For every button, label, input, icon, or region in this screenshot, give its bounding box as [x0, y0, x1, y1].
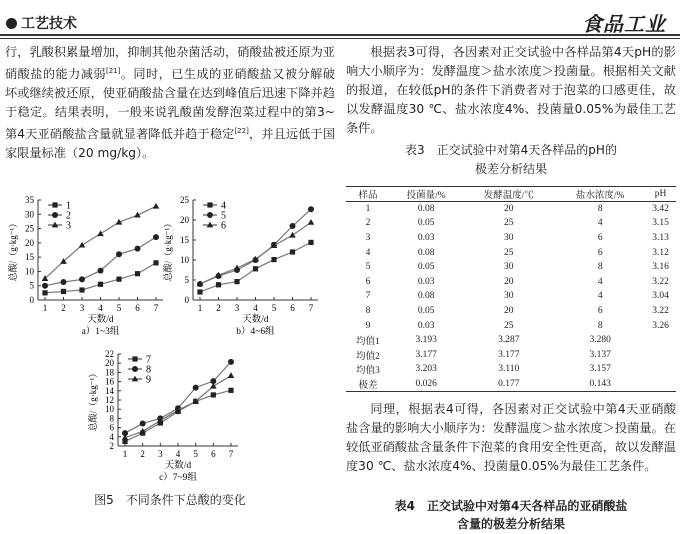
triangle-marker [228, 372, 235, 378]
x-tick-label: 1 [122, 449, 128, 459]
table3-caption: 表3 正交试验中对第4天各样品的pH的 极差分析结果 [405, 143, 617, 176]
table-cell: 3.04 [652, 291, 669, 302]
x-tick-label: 5 [116, 303, 122, 313]
square-marker [216, 282, 221, 287]
table-header: 投菌量/% [406, 191, 446, 201]
table-cell: 6 [597, 247, 603, 258]
y-tick-label: 15 [180, 235, 189, 245]
table-cell: 0.177 [498, 378, 520, 389]
square-marker [52, 202, 57, 207]
table-cell [645, 333, 676, 348]
table-cell: 9 [365, 320, 371, 331]
circle-marker [52, 212, 58, 218]
x-tick-label: 6 [211, 449, 216, 459]
y-tick-label: 12 [105, 395, 114, 405]
x-axis-label: 天数/d [164, 461, 192, 471]
y-tick-label: 10 [180, 255, 189, 265]
legend-label: 5 [221, 210, 226, 222]
y-tick-label: 5 [184, 275, 189, 285]
table-cell: 3.16 [652, 262, 669, 273]
left-paragraph: 行，乳酸积累量增加，抑制其他杂菌活动，硝酸盐被还原为亚硝酸盐的能力减弱[21]。同时，已生成的亚硝酸盐又被分解破坏或继续被还原，使亚硝酸盐含量在达到峰值后迅速下降并趋于稳定。结果表明，一般来说乳酸菌发酵泡菜过程中的第3~第4天亚硝酸盐含量就显著降低并趋于稳定[22]，并且远低于国家限量标准（20 mg/kg）。 [5, 45, 335, 161]
circle-marker [98, 268, 104, 274]
table-cell: 30 [504, 232, 514, 243]
square-marker [271, 257, 276, 262]
table-cell: 3.280 [589, 335, 611, 346]
x-tick-label: 4 [98, 303, 103, 313]
y-tick-label: 20 [105, 358, 114, 369]
legend-label: 2 [66, 210, 71, 222]
table-cell: 3.177 [415, 349, 437, 360]
table-cell: 20 [504, 276, 514, 287]
table-cell: 25 [504, 247, 514, 258]
square-marker [116, 277, 121, 282]
y-tick-label: 10 [25, 266, 34, 277]
x-tick-label: 7 [308, 303, 314, 313]
table4-caption: 表4 正交试验中对第4天各样品的亚硝酸盐 含量的极差分析结果 [394, 499, 628, 531]
square-marker [98, 282, 103, 287]
table-row [346, 260, 676, 275]
y-tick-label: 20 [25, 237, 34, 248]
table-cell: 3.26 [652, 320, 669, 331]
y-tick-label: 14 [105, 385, 114, 396]
square-marker [197, 289, 202, 294]
table-row [346, 231, 676, 246]
circle-marker [290, 223, 296, 229]
table-row [346, 377, 676, 392]
table-cell: 8 [597, 204, 603, 215]
table-cell: 3.15 [652, 218, 669, 229]
table-cell: 3.110 [498, 364, 520, 375]
y-tick-label: 4 [109, 431, 114, 442]
table-row [346, 245, 676, 260]
triangle-marker [210, 383, 217, 389]
table-cell: 30 [504, 262, 514, 273]
circle-marker [132, 366, 138, 372]
circle-marker [140, 420, 146, 426]
chart-1 [7, 195, 163, 337]
triangle-marker [97, 230, 104, 236]
table-cell: 8 [597, 320, 603, 331]
table-cell: 30 [504, 291, 514, 302]
square-marker [135, 271, 140, 276]
y-tick-label: 16 [105, 376, 114, 387]
square-marker [42, 290, 47, 295]
triangle-marker [153, 203, 160, 209]
table-cell: 3 [365, 232, 371, 243]
table-cell: 20 [504, 305, 514, 316]
x-tick-label: 3 [234, 303, 240, 313]
y-axis-label: 总酸/（g·kg⁻¹） [88, 368, 98, 432]
table-row [346, 216, 676, 231]
section-title: 工艺技术 [21, 16, 77, 32]
section-header [6, 13, 77, 33]
table-cell: 均值1 [356, 337, 380, 348]
table-cell: 0.05 [417, 305, 435, 316]
series-line-1 [45, 263, 156, 293]
table-header: pH [654, 189, 667, 199]
table-cell: 4 [597, 276, 603, 287]
table-cell [645, 362, 676, 377]
x-tick-label: 2 [216, 303, 221, 313]
table-header: 样品 [358, 191, 378, 201]
circle-marker [116, 251, 122, 257]
x-tick-label: 1 [42, 303, 48, 313]
y-tick-label: 22 [105, 349, 114, 359]
x-tick-label: 6 [135, 303, 140, 313]
circle-marker [193, 385, 199, 391]
y-tick-label: 0 [184, 295, 189, 305]
table-cell: 7 [365, 291, 371, 302]
x-tick-label: 6 [290, 303, 295, 313]
y-tick-label: 35 [25, 195, 34, 205]
table-row [346, 362, 676, 377]
y-tick-label: 20 [180, 215, 189, 225]
table-cell: 8 [597, 262, 603, 273]
table-cell: 3.157 [589, 364, 611, 375]
table-cell: 3.22 [652, 305, 669, 316]
table-cell: 25 [504, 320, 514, 331]
x-tick-label: 4 [175, 449, 181, 459]
table-header: 盐水浓度/% [575, 191, 625, 201]
table-cell: 3.203 [415, 364, 437, 375]
table-cell: 25 [504, 218, 514, 229]
x-axis-label: 天数/d [87, 315, 114, 325]
table3 [346, 186, 676, 392]
legend-label: 7 [146, 354, 151, 366]
square-marker [290, 249, 295, 254]
legend-label: 9 [146, 374, 151, 386]
y-tick-label: 10 [105, 404, 114, 415]
square-marker [153, 260, 158, 265]
chart-subcaption: c）7~9组 [159, 473, 197, 483]
y-tick-label: 25 [25, 223, 34, 234]
table-row [346, 289, 676, 304]
table-cell: 4 [597, 291, 603, 302]
circle-marker [207, 212, 213, 218]
legend-label: 1 [66, 200, 71, 212]
table-cell: 0.143 [589, 378, 611, 389]
table-cell: 0.05 [417, 262, 435, 273]
circle-marker [308, 206, 314, 212]
x-axis-label: 天数/d [242, 315, 269, 325]
table-cell: 3.12 [652, 247, 669, 258]
circle-marker [61, 279, 67, 285]
bullet-icon [6, 18, 17, 29]
table-cell: 0.03 [417, 320, 435, 331]
table-cell: 20 [504, 204, 514, 215]
table-row [346, 333, 676, 348]
table-cell: 3.137 [589, 349, 611, 360]
table-cell: 6 [597, 305, 603, 316]
table-cell: 6 [597, 232, 603, 243]
circle-marker [79, 276, 85, 282]
y-tick-label: 2 [109, 441, 114, 451]
y-tick-label: 6 [109, 422, 114, 433]
y-axis-label: 总酸/（g·kg⁻¹） [8, 218, 18, 282]
right-paragraph-2: 同理，根据表4可得，各因素对正交试验中第4天亚硝酸盐含量的影响大小顺序为：发酵温度＞盐水浓度＞投菌量。在较低亚硝酸盐含量条件下泡菜的食用安全性更高，故以发酵温度30 ℃、盐水浓度4%、投菌量0.05%为最佳工艺条件。 [346, 402, 676, 473]
table-row [346, 274, 676, 289]
circle-marker [42, 283, 48, 289]
table-cell [645, 347, 676, 362]
table-cell: 3.193 [415, 335, 437, 346]
legend-label: 8 [146, 364, 151, 376]
x-tick-label: 2 [61, 303, 66, 313]
table-cell: 4 [365, 247, 371, 258]
legend-label: 6 [221, 220, 226, 232]
x-tick-label: 7 [228, 449, 234, 459]
table-cell: 0.03 [417, 232, 435, 243]
table-row [346, 347, 676, 362]
table-cell: 2 [365, 218, 371, 229]
table-cell: 5 [365, 262, 371, 273]
table-cell: 3.42 [652, 204, 669, 215]
triangle-marker [289, 232, 296, 238]
journal-logo: 食品工业 [582, 12, 666, 36]
table-header: 发酵温度/℃ [483, 191, 534, 201]
right-paragraph-1: 根据表3可得，各因素对正交试验中各样品第4天pH的影响大小顺序为：发酵温度＞盐水浓度＞投菌量。根据相关文献的报道，在较低pH的条件下消费者对于泡菜的口感更佳，故以发酵温度30 ℃、盐水浓度4%、投菌量0.05%为最佳工艺条件。 [346, 45, 676, 135]
x-tick-label: 2 [140, 449, 145, 459]
square-marker [234, 279, 239, 284]
table-cell: 均值3 [356, 366, 380, 377]
table-row [346, 318, 676, 333]
x-tick-label: 5 [193, 449, 198, 459]
x-tick-label: 7 [153, 303, 159, 313]
table-cell: 4 [597, 218, 603, 229]
table-row [346, 202, 676, 217]
chart-subcaption: a）1~3组 [81, 327, 120, 337]
table-cell: 0.08 [417, 291, 435, 302]
y-tick-label: 8 [109, 413, 114, 424]
square-marker [211, 392, 216, 397]
y-tick-label: 18 [105, 367, 114, 378]
table-cell: 0.08 [417, 247, 435, 258]
table-cell: 0.03 [417, 276, 435, 287]
circle-marker [228, 359, 234, 365]
square-marker [308, 240, 313, 245]
table-row [346, 304, 676, 319]
legend-label: 4 [221, 200, 226, 212]
header-rule-thin [0, 38, 680, 39]
table-cell: 8 [365, 305, 371, 316]
square-marker [228, 388, 233, 393]
x-tick-label: 4 [253, 303, 258, 313]
triangle-marker [79, 242, 86, 248]
x-tick-label: 5 [271, 303, 277, 313]
figure5-caption: 图5 不同条件下总酸的变化 [94, 493, 246, 507]
table-cell: 6 [365, 276, 371, 287]
square-marker [79, 287, 84, 292]
square-marker [253, 266, 258, 271]
table-cell: 0.05 [417, 218, 435, 229]
chart-2 [162, 195, 318, 337]
table-cell: 3.287 [498, 335, 520, 346]
x-tick-label: 3 [79, 303, 85, 313]
legend-label: 3 [66, 220, 71, 232]
y-tick-label: 15 [25, 252, 34, 263]
chart-3 [87, 349, 238, 483]
y-tick-label: 0 [29, 295, 34, 305]
table-cell: 3.13 [652, 232, 669, 243]
header-rule [0, 34, 680, 36]
table-cell: 1 [365, 204, 371, 215]
circle-marker [153, 234, 159, 240]
table-cell: 极差 [358, 380, 378, 391]
square-marker [132, 356, 137, 361]
figure5-charts [0, 190, 340, 490]
y-tick-label: 25 [180, 195, 189, 205]
y-tick-label: 30 [25, 209, 34, 220]
table-cell: 3.177 [498, 349, 520, 360]
series-line-5 [200, 209, 311, 284]
y-axis-label: 总酸/（g·kg⁻¹） [163, 218, 173, 282]
x-tick-label: 1 [197, 303, 203, 313]
table-cell: 均值2 [356, 351, 380, 362]
table-cell: 3.22 [652, 276, 669, 287]
triangle-marker [308, 219, 315, 225]
chart-subcaption: b）4~6组 [236, 327, 275, 337]
table-cell [645, 377, 676, 392]
table-cell: 0.026 [415, 378, 437, 389]
table-cell: 0.08 [417, 204, 435, 215]
square-marker [61, 289, 66, 294]
x-tick-label: 3 [158, 449, 163, 459]
circle-marker [135, 246, 141, 252]
y-tick-label: 5 [29, 280, 34, 291]
square-marker [207, 202, 212, 207]
